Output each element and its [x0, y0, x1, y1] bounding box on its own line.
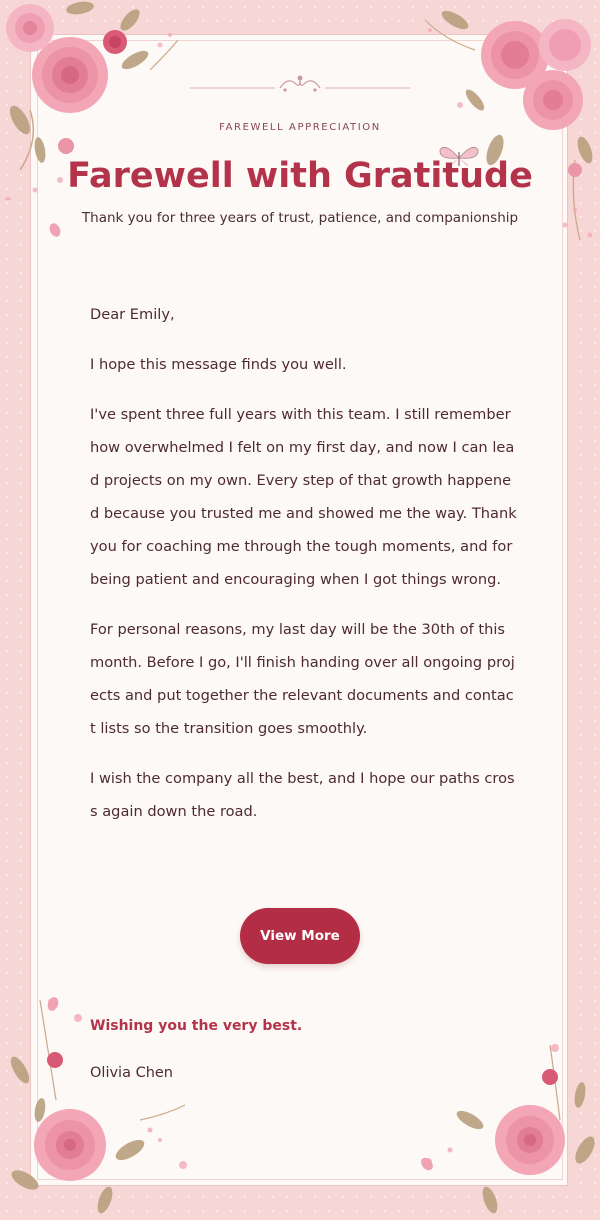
letter-paragraph: I wish the company all the best, and I hope our paths cross again down the road.: [90, 770, 515, 820]
petal-icon: [420, 1156, 434, 1172]
divider-flourish-icon: [190, 72, 410, 96]
closing-line: Wishing you the very best.: [90, 1018, 303, 1034]
page-title: Farewell with Gratitude: [67, 156, 533, 196]
letter-paragraph: I hope this message finds you well.: [90, 356, 347, 373]
letter-paragraph: For personal reasons, my last day will be the 30th of this month. Before I go, I'll finish handing over all ongoing projects and put together the relevant documents and contact lists so the transition goes smoothly.: [90, 621, 515, 737]
petal-icon: [46, 996, 60, 1012]
signature: Olivia Chen: [90, 1065, 173, 1081]
view-more-button[interactable]: View More: [240, 908, 360, 964]
letter-greeting: Dear Emily,: [90, 306, 175, 323]
page-subtitle: Thank you for three years of trust, patience, and companionship: [81, 210, 519, 226]
letter-paragraph: I've spent three full years with this team. I still remember how overwhelmed I felt on my first day, and now I can lead projects on my own. Every step of that growth happened because you trusted me and showed me the way. Thank you for coaching me through the tough moments, and for being patient and encouraging when I got things wrong.: [90, 406, 517, 588]
eyebrow-label: FAREWELL APPRECIATION: [219, 122, 381, 133]
letter-body: [90, 298, 518, 845]
rose-bouquet-icon: [410, 1040, 600, 1220]
